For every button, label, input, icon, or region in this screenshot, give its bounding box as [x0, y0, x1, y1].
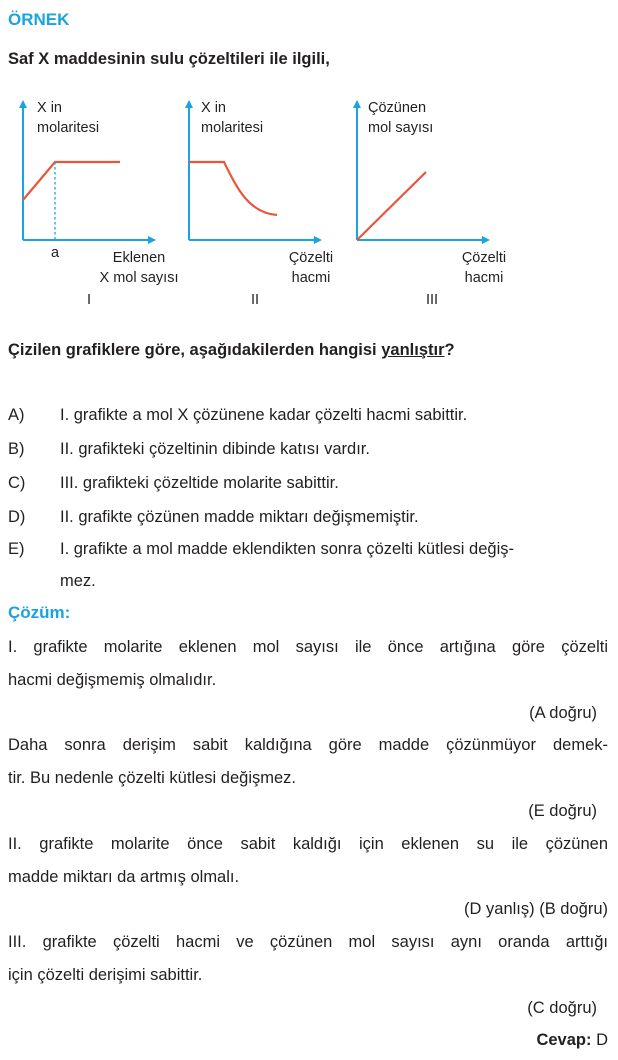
option-b-text: II. grafikteki çözeltinin dibinde katısı vardır.	[60, 440, 370, 458]
graph-1-xlabel-2: X mol sayısı	[99, 270, 179, 286]
solution-p3-verdict: (D yanlış) (B doğru)	[464, 900, 608, 918]
option-a-text: I. grafikte a mol X çözünene kadar çözelti hacmi sabittir.	[60, 406, 468, 424]
option-e-text-1: I. grafikte a mol madde eklendikten sonra çözelti kütlesi değiş-	[60, 540, 514, 558]
option-d-letter: D)	[8, 508, 26, 526]
graph-2-ylabel-1: X in	[201, 100, 226, 116]
solution-heading: Çözüm:	[8, 603, 71, 622]
solution-p4-line2: için çözelti derişimi sabittir.	[8, 966, 203, 984]
solution-p2-line1: Daha sonra derişim sabit kaldığına göre madde çözünmüyor demek-	[8, 736, 608, 754]
solution-p4-verdict: (C doğru)	[527, 999, 597, 1017]
graph-3-xlabel-2: hacmi	[464, 270, 504, 286]
graph-1-ylabel-1: X in	[37, 100, 62, 116]
graph-1-curve	[23, 162, 120, 200]
graph-3-roman: III	[425, 292, 439, 308]
option-e-letter: E)	[8, 540, 25, 558]
graph-1-xlabel-1: Eklenen	[112, 250, 166, 266]
solution-p3-line2: madde miktarı da artmış olmalı.	[8, 868, 240, 886]
solution-p1-line1: I. grafikte molarite eklenen mol sayısı ile önce artığına göre çözelti	[8, 638, 608, 656]
graph-3	[357, 100, 506, 308]
graph-2-roman: II	[250, 292, 260, 308]
graph-2-curve	[189, 162, 277, 215]
solution-p2-verdict: (E doğru)	[528, 802, 597, 820]
option-e-text-2: mez.	[60, 572, 96, 590]
graph-1-tick-a: a	[51, 245, 60, 261]
answer-line	[536, 1030, 608, 1050]
answer-label: Cevap:	[536, 1031, 592, 1049]
option-d-text: II. grafikte çözünen madde miktarı değişmemiştir.	[60, 508, 419, 526]
graph-1	[23, 100, 178, 308]
solution-p2-line2: tir. Bu nedenle çözelti kütlesi değişmez.	[8, 769, 296, 787]
option-c-letter: C)	[8, 474, 26, 492]
graphs-figure	[0, 92, 618, 314]
solution-p1-verdict: (A doğru)	[529, 704, 597, 722]
graph-1-roman: I	[86, 292, 92, 308]
graph-2-xlabel-1: Çözelti	[288, 250, 334, 266]
graph-3-ylabel-1: Çözünen	[368, 100, 427, 116]
graph-3-xlabel-1: Çözelti	[461, 250, 507, 266]
option-c-text: III. grafikteki çözeltide molarite sabittir.	[60, 474, 339, 492]
graph-2-ylabel-2: molaritesi	[201, 120, 264, 136]
solution-p1-line2: hacmi değişmemiş olmalıdır.	[8, 671, 217, 689]
graph-2-xlabel-2: hacmi	[291, 270, 331, 286]
graph-3-ylabel-2: mol sayısı	[368, 120, 434, 136]
option-a-letter: A)	[8, 406, 25, 424]
intro-text: Saf X maddesinin sulu çözeltileri ile ilgili,	[8, 50, 330, 68]
question-text: Çizilen grafiklere göre, aşağıdakilerden hangisi yanlıştır?	[8, 341, 455, 359]
solution-p4-line1: III. grafikte çözelti hacmi ve çözünen mol sayısı aynı oranda arttığı	[8, 933, 608, 951]
example-heading: ÖRNEK	[8, 10, 70, 29]
graph-3-curve	[357, 172, 426, 240]
graph-1-ylabel-2: molaritesi	[37, 120, 100, 136]
graph-2	[189, 100, 333, 308]
option-b-letter: B)	[8, 440, 25, 458]
solution-p3-line1: II. grafikte molarite önce sabit kaldığı için eklenen su ile çözünen	[8, 835, 608, 853]
answer-value: D	[596, 1031, 608, 1049]
